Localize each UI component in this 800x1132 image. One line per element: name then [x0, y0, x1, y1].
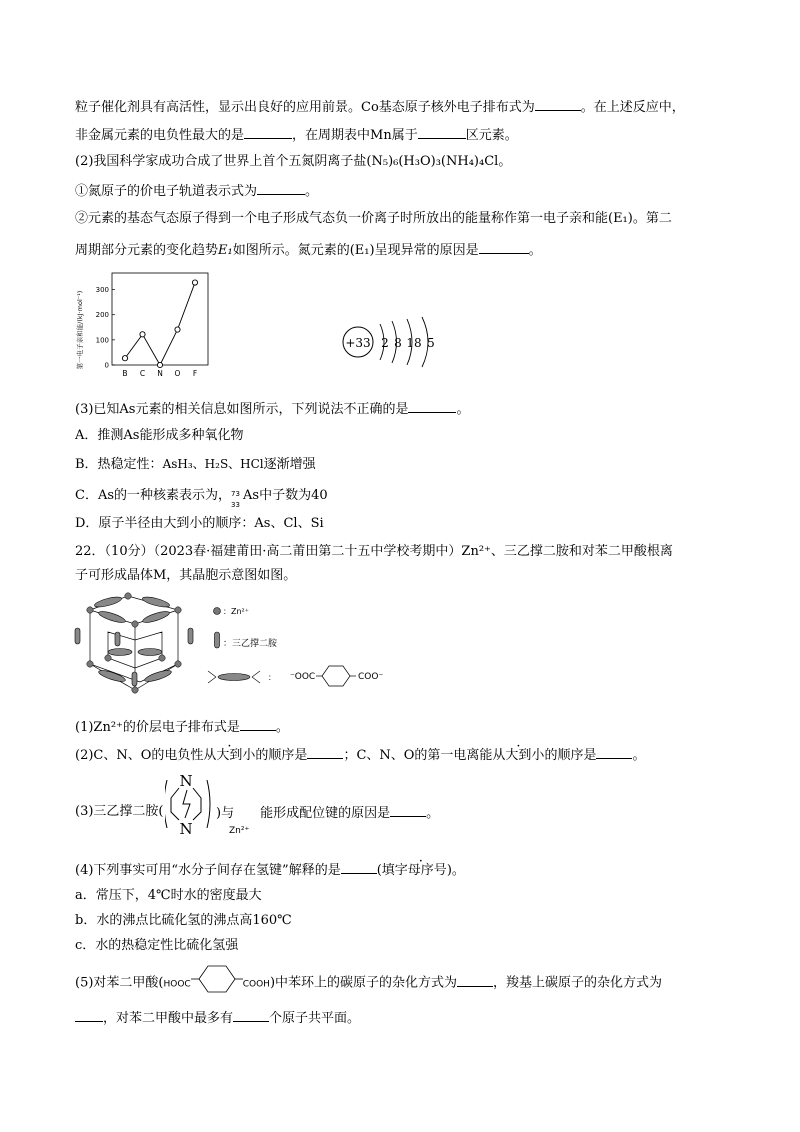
q22-s2 — [75, 745, 645, 765]
q2-formula: (N₅)₆(H₃O)₃(NH₄)₄Cl — [366, 154, 499, 169]
q2-sub2-text-a: ②元素的基态气态原子得到一个电子形成气态负一价离子时所放出的能量称作第一电子亲和能(E₁)。第二 — [75, 211, 672, 226]
q22-s3-text-a: (3)三乙撑二胺( — [75, 804, 164, 819]
shell-count-1: 2 — [381, 336, 389, 350]
linker-ellipse — [108, 649, 132, 656]
q22-s5 — [75, 972, 662, 994]
zn-node — [175, 661, 181, 667]
y-tick-label: 100 — [95, 336, 109, 345]
q3-end: 。 — [456, 402, 470, 417]
legend-acid-left: ⁻OOC — [290, 672, 316, 682]
amine-pillar — [188, 628, 193, 644]
zn-ion-label: Zn²⁺ — [229, 826, 250, 836]
series-line — [125, 283, 195, 365]
q3-optb-text: B．热稳定性： — [75, 457, 163, 472]
intro-text-2b: ，在周期表中Mn属于 — [292, 128, 418, 143]
answer-blank-mn[interactable] — [418, 125, 466, 139]
q22-stem-line2: 子可形成晶体M，其晶胞示意图如图。 — [75, 568, 297, 583]
q22-s5-text-b: )中苯环上的碳原子的杂化方式为 — [269, 975, 458, 991]
answer-blank-electronegativity[interactable] — [307, 745, 343, 759]
answer-blank-electroneg[interactable] — [244, 125, 292, 139]
crystal-legend-amine-symbol — [212, 630, 222, 650]
mass-number: 73 — [231, 489, 240, 498]
terephthalate-ring — [316, 664, 356, 688]
q22-s5-line2 — [75, 1008, 360, 1028]
q2-sub1 — [75, 181, 318, 201]
answer-blank-hbond[interactable] — [341, 860, 377, 874]
answer-blank-ring-hybrid[interactable] — [457, 973, 493, 987]
nuclide-notation — [231, 489, 243, 509]
q3-stem — [75, 399, 470, 419]
q22-s5-text-c: ，羧基上碳原子的杂化方式为 — [493, 975, 663, 991]
linker-ellipse — [98, 609, 127, 624]
chart-ylabel: 第一电子亲和能/(kJ·mol⁻¹) — [76, 290, 84, 370]
q2-sub2-text-b: 周期部分元素的变化趋势 — [75, 243, 219, 258]
q22-s2-text-b: 的顺序是 — [255, 748, 308, 763]
x-tick-label: F — [192, 369, 198, 378]
emphasis-from-large-to-small-2: 从大到小 — [492, 748, 545, 763]
data-point — [122, 356, 127, 361]
q3-optb-formula: AsH₃、H₂S、HCl — [162, 457, 264, 471]
q22-s3-text-c: 能形成配位键的原因是 — [260, 806, 391, 821]
as-atomic-structure — [338, 316, 448, 374]
x-tick-label: O — [174, 369, 181, 378]
amine-pillar — [75, 628, 80, 644]
amine-n-bottom: N — [179, 820, 193, 838]
electron-affinity-chart — [74, 268, 224, 390]
q22-s1-text: (1)Zn²⁺的价层电子排布式是 — [75, 720, 240, 735]
x-tick-label: B — [122, 369, 128, 378]
legend-acid-colon: ： — [268, 673, 276, 682]
shell-count-3: 18 — [406, 336, 422, 350]
intro-text-2c: 区元素。 — [465, 128, 518, 143]
answer-blank-ionization[interactable] — [596, 745, 632, 759]
linker-ellipse — [142, 609, 171, 624]
amine-pillar — [132, 672, 137, 686]
emphasis-letter-number: 字母序号 — [394, 863, 447, 878]
intro-text-1a: 粒子催化剂具有高活性，显示出良好的应用前景。Co基态原子核外电子排布式为 — [75, 100, 535, 115]
zn-node — [132, 621, 138, 627]
q2-sub1-end: 。 — [305, 184, 319, 199]
q2-text-end: 。 — [498, 154, 512, 169]
q3-option-a: A．推测As能形成多种氧化物 — [75, 428, 244, 443]
q22-s2-text-c: ；C、N、O的第一电离能 — [343, 748, 493, 763]
intro-line-1 — [75, 97, 685, 117]
x-tick-label: C — [139, 369, 146, 378]
data-point — [192, 280, 197, 285]
q22-s5-end: 个原子共平面。 — [269, 1011, 361, 1026]
zn-node — [87, 607, 93, 613]
q22-s1 — [75, 717, 289, 737]
q22-s3-end: 。 — [426, 806, 440, 821]
answer-blank-carboxyl-hybrid[interactable] — [75, 1008, 103, 1022]
cell-outline — [90, 596, 178, 682]
q3-optc-end: 中子数为40 — [259, 488, 328, 503]
amine-pillar — [115, 632, 120, 646]
q3-optc-text: C．As的一种核素表示为， — [75, 488, 232, 503]
linker-ellipse — [98, 668, 127, 683]
q2-sub2-text-c: 如图所示。氮元素的(E₁)呈现异常的原因是 — [232, 243, 479, 258]
crystal-legend-zn-symbol — [212, 606, 222, 616]
intro-text-1b: 。在上述反应中， — [580, 100, 685, 115]
answer-blank-co[interactable] — [535, 97, 581, 111]
y-tick-label: 200 — [95, 311, 109, 320]
intro-line-2 — [75, 125, 518, 145]
q2-sub2-end: 。 — [528, 243, 542, 258]
q22-s4 — [75, 860, 465, 880]
zn-node — [132, 687, 138, 693]
emphasis-from-large-to-small: 从大到小 — [203, 748, 256, 763]
zn-node — [159, 655, 165, 661]
q22-s4-text-a: (4)下列事实可用“水分子间存在氢键”解释的是 — [75, 863, 341, 878]
triethylenediamine-structure — [165, 770, 215, 838]
q22-s5-text-d: ，对苯二甲酸中最多有 — [103, 1011, 234, 1026]
answer-blank-zn-config[interactable] — [240, 717, 276, 731]
q2-text: (2)我国科学家成功合成了世界上首个五氮阴离子盐 — [75, 154, 367, 169]
zn-node — [175, 607, 181, 613]
amine-n-top: N — [179, 772, 193, 790]
legend-acid-right: COO⁻ — [358, 672, 384, 682]
answer-blank-coplanar[interactable] — [233, 1008, 269, 1022]
acid-right-group: COOH — [242, 979, 270, 990]
zn-node — [125, 593, 131, 599]
linker-ellipse — [144, 668, 173, 683]
q22-s3-text-b: )与 — [216, 806, 235, 821]
zn-node — [87, 661, 93, 667]
q22-s4-text-b: (填 — [376, 863, 395, 878]
answer-blank-anomaly[interactable] — [479, 240, 529, 254]
shell-count-4: 5 — [427, 336, 435, 350]
answer-blank-q3[interactable] — [408, 399, 456, 413]
linker-ellipse — [94, 595, 123, 609]
q22-s2-text-a: (2)C、N、O的电负性 — [75, 748, 204, 763]
q3-option-d: D．原子半径由大到小的顺序：As、Cl、Si — [75, 516, 324, 531]
e1-symbol: E₁ — [218, 243, 233, 258]
acid-left-group: HOOC — [163, 979, 191, 990]
crystal-cell-diagram — [70, 592, 200, 704]
answer-blank-orbital[interactable] — [257, 181, 305, 195]
legend-amine-label: ：三乙撑二胺 — [223, 639, 278, 649]
q2-sub2-line2 — [75, 240, 542, 260]
q2-sub1-text: ①氮原子的价电子轨道表示式为 — [75, 184, 258, 199]
q22-s4-end: )。 — [446, 863, 465, 878]
q3-optb-end: 逐渐增强 — [263, 457, 316, 472]
q22-s1-end: 。 — [275, 720, 289, 735]
q22-s3 — [75, 803, 164, 821]
x-tick-label: N — [157, 369, 163, 378]
q3-option-c — [75, 487, 328, 509]
q22-s2-end: 。 — [632, 748, 646, 763]
q22-s2-text-d: 的顺序是 — [544, 748, 597, 763]
linker-ellipse — [138, 649, 162, 656]
q22-stem-line1: 22．（10分）（2023春·福建莆田·高二莆田第二十五中学校考期中）Zn²⁺、三乙撑二胺和对苯二甲酸根离 — [75, 544, 673, 559]
q22-s4-option-b: b．水的沸点比硫化氢的沸点高160℃ — [75, 913, 292, 928]
crystal-legend-linker-symbol — [206, 668, 266, 686]
q22-s4-option-c: c．水的热稳定性比硫化氢强 — [75, 938, 239, 953]
nuclide-symbol: As — [243, 488, 260, 503]
data-point — [157, 362, 162, 367]
legend-zn-label: ：Zn²⁺ — [223, 607, 249, 616]
zn-node — [105, 655, 111, 661]
data-point — [140, 332, 145, 337]
data-point — [175, 327, 180, 332]
q3-text: (3)已知As元素的相关信息如图所示，下列说法不正确的是 — [75, 402, 409, 417]
shell-count-2: 8 — [394, 336, 402, 350]
atomic-number: 33 — [231, 500, 240, 509]
q22-s3-rest — [216, 803, 439, 823]
intro-text-2a: 非金属元素的电负性最大的是 — [75, 128, 245, 143]
nucleus-charge: +33 — [345, 336, 371, 350]
q2-sub2-line1 — [75, 210, 672, 228]
benzene-ring — [191, 964, 243, 994]
q22-s4-option-a: a．常压下，4℃时水的密度最大 — [75, 888, 262, 903]
y-tick-label: 0 — [104, 361, 109, 370]
linker-ellipse — [142, 595, 171, 609]
y-tick-label: 300 — [95, 286, 109, 295]
answer-blank-coordination[interactable] — [390, 803, 426, 817]
q22-s5-text-a: (5)对苯二甲酸( — [75, 975, 164, 991]
q2-stem — [75, 153, 511, 171]
q3-option-b — [75, 455, 316, 474]
